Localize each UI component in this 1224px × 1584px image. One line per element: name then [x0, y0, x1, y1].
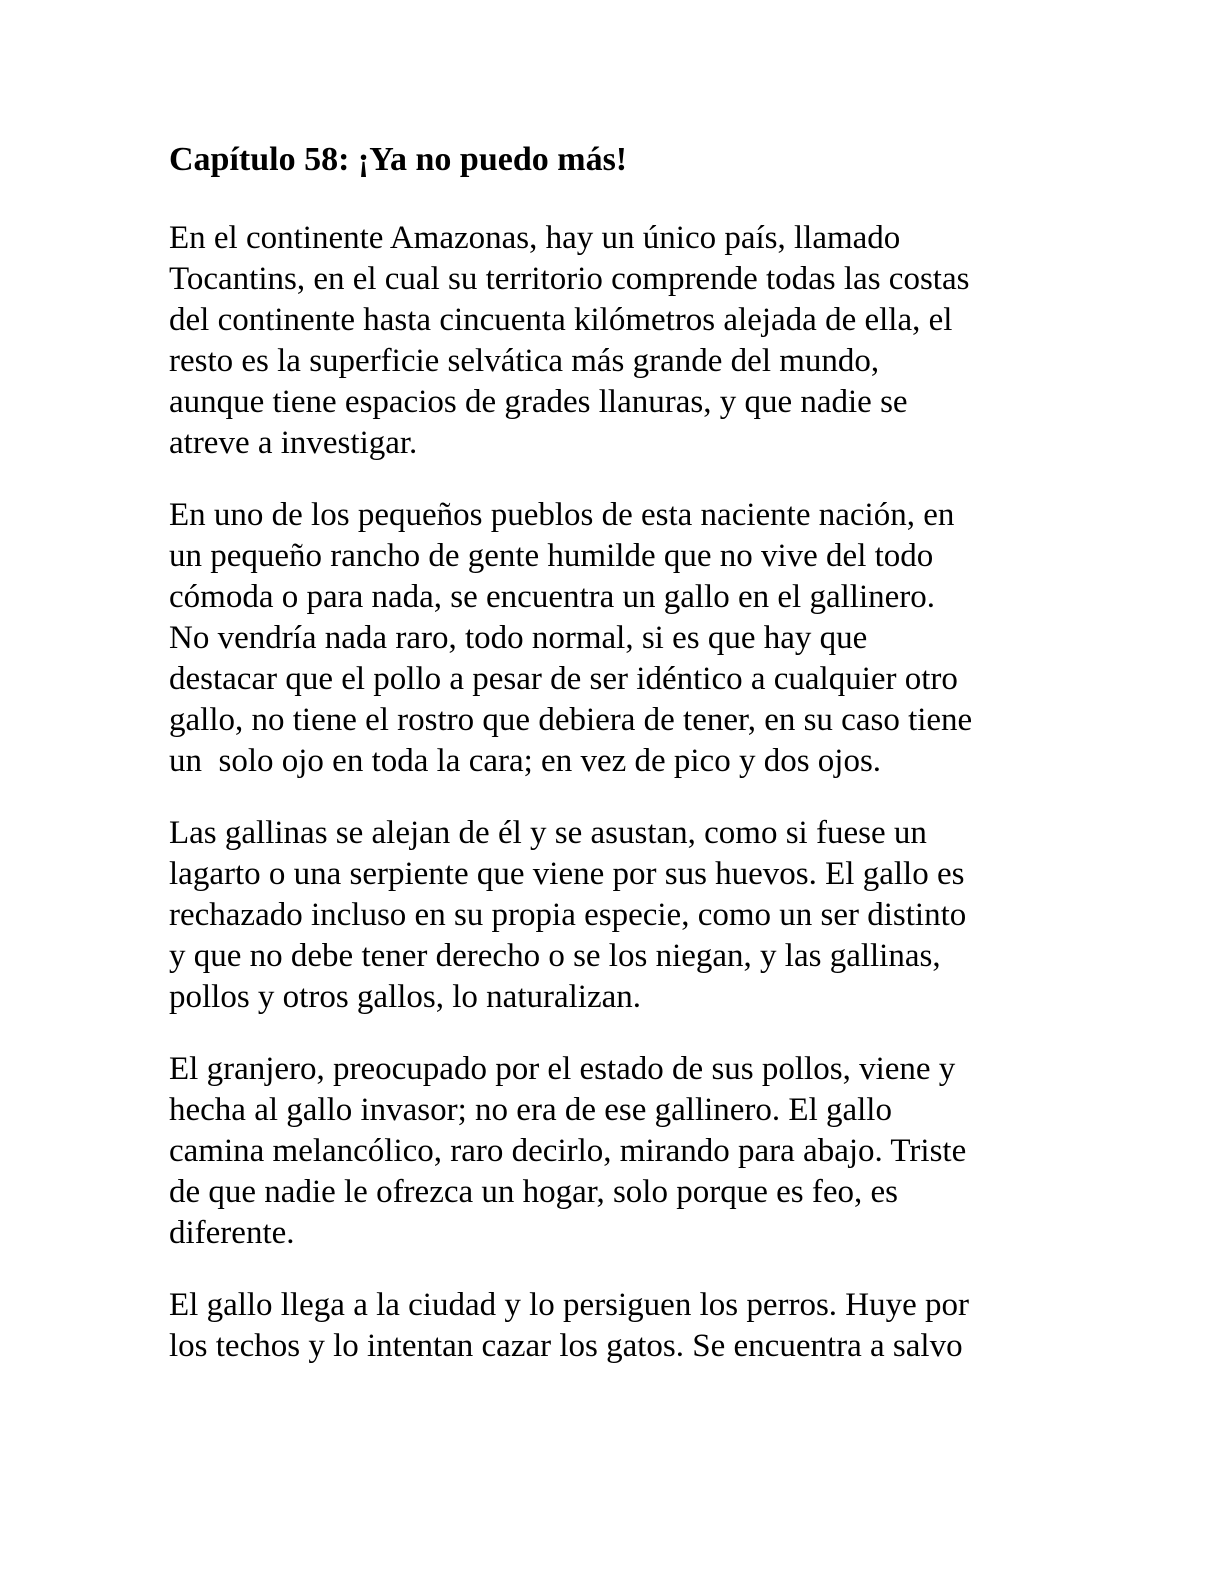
- paragraph-line: rechazado incluso en su propia especie, como un ser distinto: [169, 897, 967, 933]
- paragraph-2: [169, 495, 1049, 782]
- paragraph-line: un solo ojo en toda la cara; en vez de pico y dos ojos.: [169, 743, 882, 779]
- paragraph-line: El gallo llega a la ciudad y lo persiguen los perros. Huye por: [169, 1287, 970, 1323]
- paragraph-line: gallo, no tiene el rostro que debiera de tener, en su caso tiene: [169, 702, 973, 738]
- paragraph-line: los techos y lo intentan cazar los gatos. Se encuentra a salvo: [169, 1328, 963, 1364]
- paragraph-line: En el continente Amazonas, hay un único país, llamado: [169, 220, 901, 256]
- paragraph-line: En uno de los pequeños pueblos de esta naciente nación, en: [169, 497, 955, 533]
- paragraph-5: [169, 1285, 1049, 1367]
- paragraph-line: El granjero, preocupado por el estado de sus pollos, viene y: [169, 1051, 956, 1087]
- paragraph-line: atreve a investigar.: [169, 425, 418, 461]
- paragraph-line: y que no debe tener derecho o se los niegan, y las gallinas,: [169, 938, 941, 974]
- paragraph-line: destacar que el pollo a pesar de ser idéntico a cualquier otro: [169, 661, 958, 697]
- paragraph-line: del continente hasta cincuenta kilómetros alejada de ella, el: [169, 302, 953, 338]
- paragraph-line: Tocantins, en el cual su territorio comprende todas las costas: [169, 261, 970, 297]
- paragraph-line: resto es la superficie selvática más grande del mundo,: [169, 343, 880, 379]
- paragraph-1: [169, 218, 1049, 464]
- paragraph-line: cómoda o para nada, se encuentra un gallo en el gallinero.: [169, 579, 936, 615]
- paragraph-line: de que nadie le ofrezca un hogar, solo porque es feo, es: [169, 1174, 898, 1210]
- paragraph-3: [169, 813, 1049, 1018]
- paragraph-line: hecha al gallo invasor; no era de ese gallinero. El gallo: [169, 1092, 892, 1128]
- paragraph-line: un pequeño rancho de gente humilde que no vive del todo: [169, 538, 934, 574]
- paragraph-4: [169, 1049, 1049, 1254]
- paragraph-line: No vendría nada raro, todo normal, si es que hay que: [169, 620, 868, 656]
- document-page: [169, 138, 1049, 1398]
- paragraph-line: Las gallinas se alejan de él y se asustan, como si fuese un: [169, 815, 927, 851]
- paragraph-line: diferente.: [169, 1215, 295, 1251]
- paragraph-line: camina melancólico, raro decirlo, mirando para abajo. Triste: [169, 1133, 967, 1169]
- chapter-title: Capítulo 58: ¡Ya no puedo más!: [169, 141, 628, 178]
- paragraph-line: lagarto o una serpiente que viene por sus huevos. El gallo es: [169, 856, 965, 892]
- paragraph-line: aunque tiene espacios de grades llanuras, y que nadie se: [169, 384, 908, 420]
- paragraph-line: pollos y otros gallos, lo naturalizan.: [169, 979, 642, 1015]
